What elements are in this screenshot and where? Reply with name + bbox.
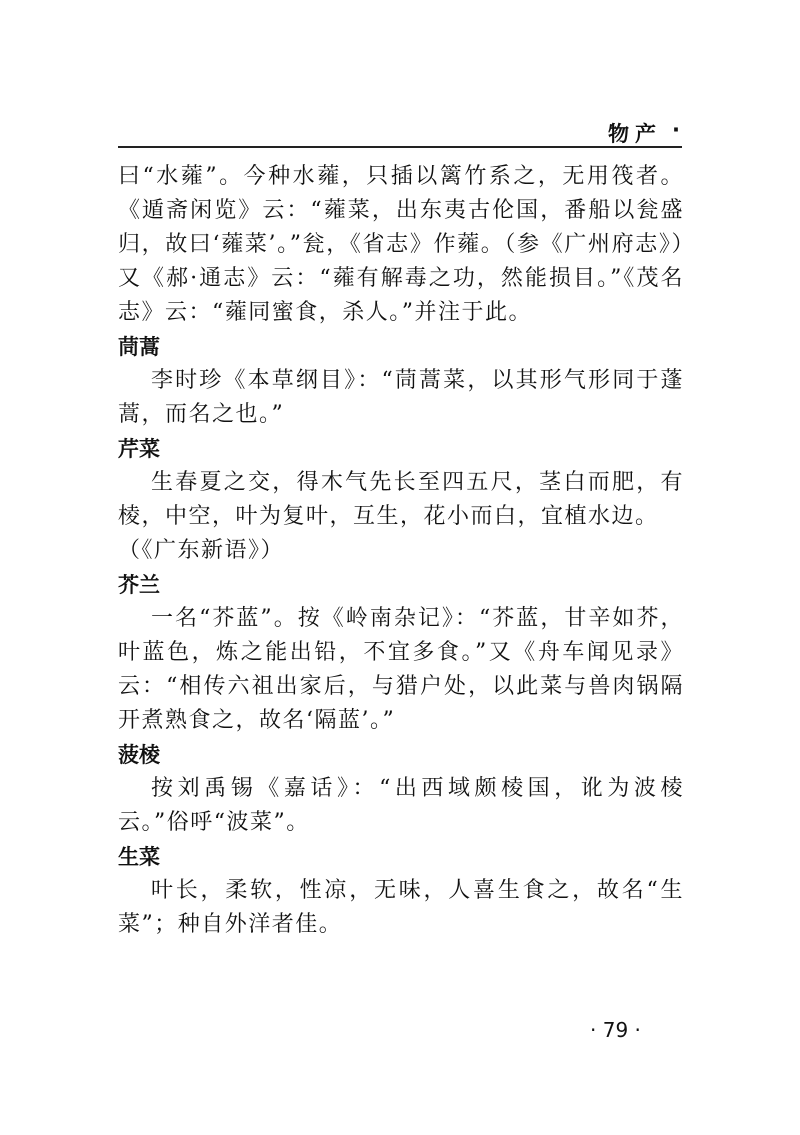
header-title: 物产 (608, 122, 662, 146)
entry-source-note: （《广东新语》） (118, 538, 285, 563)
page-number: · 79 · (590, 1018, 641, 1042)
entry-heading: 芹菜 (118, 437, 160, 461)
entry-heading: 芥兰 (118, 573, 160, 597)
header-dot: · (672, 118, 680, 142)
entry-text: 生春夏之交，得木气先长至四五尺，茎白而肥，有棱，中空，叶为复叶，互生，花小而白，宜植水边。 (118, 470, 684, 529)
entry-text: 李时珍《本草纲目》：“茼蒿菜，以其形气形同于蓬蒿，而名之也。” (118, 368, 684, 427)
intro-paragraph: 曰“水蕹”。今种水蕹，只插以篱竹系之，无用筏者。《遁斋闲览》云：“蕹菜，出东夷古伦国，番船以瓮盛归，故曰‘蕹菜’。”瓮，《省志》作蕹。（参《广州府志》）又《郝·通志》云：“蕹有解毒之功，然能损目。”《茂名志》云：“蕹同蜜食，杀人。”并注于此。 (118, 164, 684, 325)
running-header (118, 118, 682, 144)
page-body (118, 160, 684, 942)
entry-text: 叶长，柔软，性凉，无味，人喜生食之，故名“生菜”；种自外洋者佳。 (118, 878, 684, 937)
entry-heading: 菠棱 (118, 743, 160, 767)
entry-heading: 生菜 (118, 845, 160, 869)
header-rule (118, 146, 682, 148)
entry-heading: 茼蒿 (118, 335, 160, 359)
entry-text: 按刘禹锡《嘉话》：“出西域颇棱国，讹为波棱云。”俗呼“波菜”。 (118, 776, 684, 835)
entry-text: 一名“芥蓝”。按《岭南杂记》：“芥蓝，甘辛如芥，叶蓝色，炼之能出铅，不宜多食。”又《舟车闻见录》云：“相传六祖出家后，与猎户处，以此菜与兽肉锅隔开煮熟食之，故名‘隔蓝’。” (118, 606, 684, 733)
